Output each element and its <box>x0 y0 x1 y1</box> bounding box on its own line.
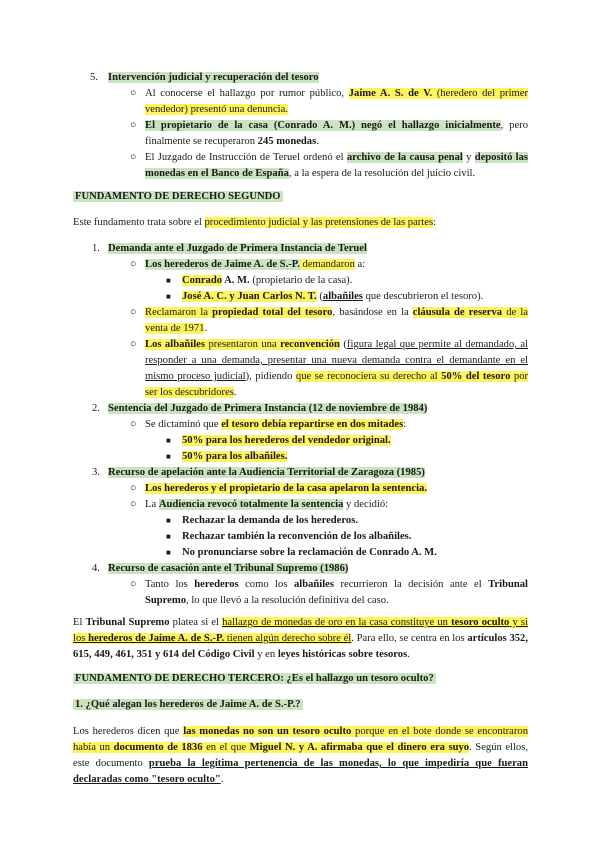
subsection-heading: 1. ¿Qué alegan los herederos de Jaime A. de S.-P.? <box>75 699 301 710</box>
bullet-item: ○ El propietario de la casa (Conrado A. M.) negó el hallazgo inicialmente, pero finalmente se recuperaron 245 monedas. <box>130 120 528 147</box>
list-item-5 <box>92 70 532 86</box>
sub-bullet-item: ■ 50% para los herederos del vendedor original. <box>166 435 391 446</box>
bullet-item: ○ El Juzgado de Instrucción de Teruel ordenó el archivo de la causa penal y depositó las monedas en el Banco de España, a la espera de la resolución del juicio civil. <box>130 152 529 179</box>
list-number: 4. <box>92 563 100 574</box>
list-item-title: Sentencia del Juzgado de Primera Instancia (12 de noviembre de 1984) <box>108 403 428 414</box>
paragraph: Los herederos dicen que las monedas no son un tesoro oculto porque en el bote donde se encontraron había un documento de 1836 en el que Miguel N. y A. afirmaba que el dinero era suyo. Según ellos, este documento prueba la legítima pertenencia de las monedas, lo que impediría que fueran declaradas como "tesoro oculto". <box>73 726 528 785</box>
bullet-item: ○ Los herederos y el propietario de la casa apelaron la sentencia. <box>130 483 427 494</box>
bullet-item: ○ Los albañiles presentaron una reconvención (figura legal que permite al demandado, al responder a una demanda, presentar una nueva demanda contra el demandante en el mismo proceso judicial), pidiendo que se reconociera su derecho al 50% del tesoro por ser los descubridores. <box>130 339 529 398</box>
sub-bullet-item: ■ Conrado A. M. (propietario de la casa). <box>166 275 353 286</box>
bullet-item: ○ Al conocerse el hallazgo por rumor público, Jaime A. S. de V. (heredero del primer vendedor) presentó una denuncia. <box>130 88 529 115</box>
paragraph: El Tribunal Supremo platea si el hallazgo de monedas de oro en la casa constituye un tesoro oculto y si los herederos de Jaime A. de S.-P. tienen algún derecho sobre él. Para ello, se centra en los artículos 352, 615, 449, 461, 351 y 614 del Código Civil y en leyes históricas sobre tesoros. <box>73 617 529 660</box>
list-number: 2. <box>92 403 100 414</box>
list-item-title: Demanda ante el Juzgado de Primera Instancia de Teruel <box>108 243 367 254</box>
bullet-item: ○ Los herederos de Jaime A. de S.-P. demandaron a: <box>130 259 366 270</box>
section-heading: FUNDAMENTO DE DERECHO SEGUNDO <box>75 191 281 202</box>
bullet-item: ○ Tanto los herederos como los albañiles recurrieron la decisión ante el Tribunal Supremo, lo que llevó a la resolución definitiva del caso. <box>130 579 528 606</box>
bullet-item: ○ Se dictaminó que el tesoro debía repartirse en dos mitades: <box>130 419 407 430</box>
sub-bullet-item: ■ José A. C. y Juan Carlos N. T. (albañiles que descubrieron el tesoro). <box>166 291 484 302</box>
list-item-3 <box>92 465 532 481</box>
sub-bullet-item: ■ Rechazar la demanda de los herederos. <box>166 515 358 526</box>
section-heading: FUNDAMENTO DE DERECHO TERCERO: ¿Es el hallazgo un tesoro oculto? <box>75 673 434 684</box>
list-item-title: Recurso de apelación ante la Audiencia Territorial de Zaragoza (1985) <box>108 467 425 478</box>
list-item-1 <box>92 241 532 257</box>
sub-bullet-item: ■ No pronunciarse sobre la reclamación de Conrado A. M. <box>166 547 437 558</box>
sub-bullet-item: ■ Rechazar también la reconvención de los albañiles. <box>166 531 412 542</box>
list-item-4 <box>92 561 532 577</box>
paragraph: Este fundamento trata sobre el procedimiento judicial y las pretensiones de las partes: <box>73 217 437 228</box>
list-number: 3. <box>92 467 100 478</box>
bullet-item: ○ La Audiencia revocó totalmente la sentencia y decidió: <box>130 499 389 510</box>
list-item-title: Recurso de casación ante el Tribunal Supremo (1986) <box>108 563 349 574</box>
list-number: 1. <box>92 243 100 254</box>
list-number: 5. <box>90 72 98 83</box>
list-item-2 <box>92 401 532 417</box>
list-item-title: Intervención judicial y recuperación del tesoro <box>108 72 319 83</box>
sub-bullet-item: ■ 50% para los albañiles. <box>166 451 288 462</box>
bullet-item: ○ Reclamaron la propiedad total del tesoro, basándose en la cláusula de reserva de la venta de 1971. <box>130 307 528 334</box>
